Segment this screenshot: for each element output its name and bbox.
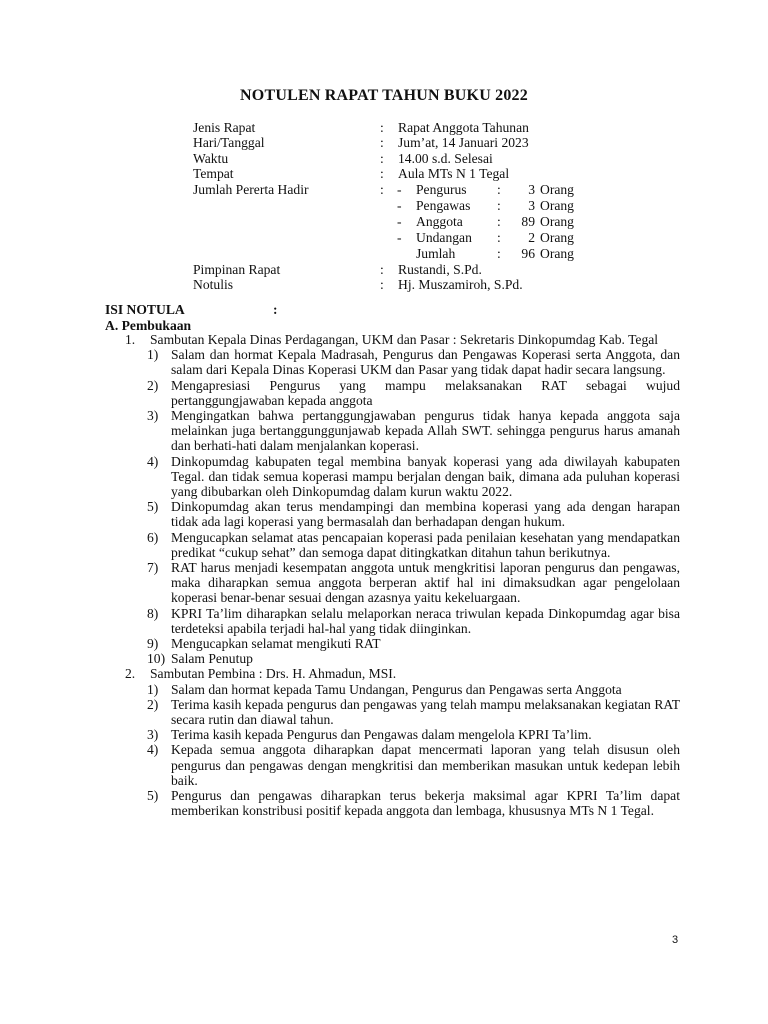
document-title: NOTULEN RAPAT TAHUN BUKU 2022 <box>240 87 528 104</box>
attendance-name: Jumlah <box>416 245 456 261</box>
list-item <box>105 788 680 818</box>
item-text: Salam Penutup <box>171 651 253 667</box>
info-label: Hari/Tanggal <box>193 135 265 151</box>
agenda-number: 1. <box>125 332 136 347</box>
item-number: 2) <box>147 696 159 712</box>
item-number: 4) <box>147 453 159 469</box>
list-item <box>105 454 680 500</box>
list-item <box>105 606 680 636</box>
info-label: Waktu <box>193 150 229 166</box>
list-item <box>105 560 680 606</box>
item-number: 4) <box>147 742 159 758</box>
info-colon: : <box>380 120 384 135</box>
item-text: Mengingatkan bahwa pertanggungjawaban pengurus tidak hanya kepada anggota saja melainkan juga bertanggunggunjawab kepada Allah SWT. sehingga pengurus harus amanah dan berhati-hati dalam menjalankan koperasi. <box>171 408 680 454</box>
item-number: 6) <box>147 529 159 545</box>
item-text: Salam dan hormat kepada Tamu Undangan, Pengurus dan Pengawas serta Anggota <box>171 681 622 697</box>
item-number: 8) <box>147 605 159 621</box>
agenda-text: Sambutan Pembina : Drs. H. Ahmadun, MSI. <box>150 666 397 682</box>
list-item <box>105 651 680 666</box>
item-number: 9) <box>147 636 159 652</box>
attendance-name: Anggota <box>416 213 463 229</box>
item-number: 5) <box>147 499 159 515</box>
item-number: 5) <box>147 788 159 804</box>
attendance-dash: - <box>397 181 402 197</box>
attendance-colon: : <box>497 213 501 229</box>
info-colon: : <box>380 181 384 197</box>
item-text: Mengucapkan selamat mengikuti RAT <box>171 636 381 652</box>
info-value: Rapat Anggota Tahunan <box>398 120 529 135</box>
info-value: Aula MTs N 1 Tegal <box>398 166 510 182</box>
list-item <box>105 742 680 788</box>
attendance-colon: : <box>497 245 501 261</box>
info-colon: : <box>380 276 384 292</box>
attendance-dash: - <box>397 197 402 213</box>
list-item <box>105 682 680 697</box>
page-number: 3 <box>672 934 679 946</box>
info-colon: : <box>380 135 384 151</box>
isi-notula-label: ISI NOTULA <box>105 302 185 317</box>
section-a-heading: A. Pembukaan <box>105 318 192 333</box>
attendance-unit: Orang <box>540 229 574 245</box>
item-number: 2) <box>147 377 159 393</box>
item-text: Pengurus dan pengawas diharapkan terus bekerja maksimal agar KPRI Ta’lim dapat memberikan konstribusi positif kepada anggota dan lembaga, khususnya MTs N 1 Tegal. <box>171 788 680 819</box>
attendance-colon: : <box>497 181 501 197</box>
item-number: 1) <box>147 681 159 697</box>
attendance-unit: Orang <box>540 181 574 197</box>
notes-body <box>105 332 680 819</box>
item-text: Terima kasih kepada Pengurus dan Pengawas dalam mengelola KPRI Ta’lim. <box>171 727 592 743</box>
info-colon: : <box>380 166 384 182</box>
item-text: Mengucapkan selamat atas pencapaian koperasi pada penilaian kesehatan yang mendapatkan predikat “cukup sehat” dan semoga dapat ditingkatkan ditahun tahun berikutnya. <box>171 529 680 560</box>
attendance-unit: Orang <box>540 245 574 261</box>
attendance-dash: - <box>397 213 402 229</box>
list-item <box>105 530 680 560</box>
info-value: 14.00 s.d. Selesai <box>398 150 493 166</box>
list-item <box>105 408 680 454</box>
item-text: Terima kasih kepada pengurus dan pengawas yang telah mampu melaksanakan kegiatan RAT secara rutin dan diawal tahun. <box>171 696 680 728</box>
attendance-count: 2 <box>528 229 535 245</box>
item-number: 3) <box>147 408 159 424</box>
list-item <box>105 499 680 529</box>
list-item <box>105 727 680 742</box>
agenda-text: Sambutan Kepala Dinas Perdagangan, UKM dan Pasar : Sekretaris Dinkopumdag Kab. Tegal <box>150 332 659 347</box>
info-label: Notulis <box>193 276 234 292</box>
info-value: Jum’at, 14 Januari 2023 <box>398 135 529 151</box>
item-text: Salam dan hormat Kepala Madrasah, Pengurus dan Pengawas Koperasi serta Anggota, dan salam dari Kepala Dinas Koperasi UKM dan Pasar yang tidak dapat hadir secara langsung. <box>171 347 680 378</box>
item-number: 3) <box>147 727 159 743</box>
item-number: 10) <box>147 651 166 667</box>
item-text: Kepada semua anggota diharapkan dapat mencermati laporan yang telah disusun oleh pengurus dan pengawas dengan mengkritisi dan memberikan masukan untuk kedepan lebih baik. <box>171 742 680 788</box>
info-label: Jenis Rapat <box>193 120 256 135</box>
attendance-name: Undangan <box>416 229 472 245</box>
agenda-number: 2. <box>125 666 136 682</box>
item-text: Mengapresiasi Pengurus yang mampu melaksanakan RAT sebagai wujud pertanggungjawaban kepada anggota <box>171 377 680 408</box>
item-text: KPRI Ta’lim diharapkan selalu melaporkan neraca triwulan kepada Dinkopumdag agar bisa terdeteksi apabila terjadi hal-hal yang tidak diinginkan. <box>171 605 680 636</box>
attendance-label: Jumlah Pererta Hadir <box>193 181 309 197</box>
attendance-count: 96 <box>521 245 535 261</box>
attendance-unit: Orang <box>540 213 574 229</box>
item-text: RAT harus menjadi kesempatan anggota untuk mengkritisi laporan pengurus dan pengawas, maka diharapkan semua anggota berperan aktif hal ini dimaksudkan agar pengelolaan koperasi benar-benar sesuai dengan azasnya yaitu kekeluargaan. <box>171 560 680 606</box>
attendance-name: Pengurus <box>416 181 467 197</box>
item-text: Dinkopumdag akan terus mendampingi dan membina koperasi yang ada dengan harapan tidak ada lagi koperasi yang bermasalah dan berhadapan dengan hukum. <box>171 499 680 530</box>
info-value: Hj. Muszamiroh, S.Pd. <box>398 276 523 292</box>
attendance-unit: Orang <box>540 197 574 213</box>
list-item <box>105 347 680 377</box>
info-colon: : <box>380 261 384 277</box>
attendance-count: 89 <box>521 213 535 229</box>
agenda-item <box>105 666 680 681</box>
info-value: Rustandi, S.Pd. <box>398 261 482 277</box>
attendance-count: 3 <box>528 197 535 213</box>
info-label: Tempat <box>193 166 234 182</box>
agenda-item <box>105 332 680 347</box>
isi-notula-heading <box>105 302 278 318</box>
list-item <box>105 636 680 651</box>
info-colon: : <box>380 150 384 166</box>
attendance-colon: : <box>497 229 501 245</box>
item-number: 7) <box>147 560 159 576</box>
list-item <box>105 378 680 408</box>
list-item <box>105 697 680 727</box>
attendance-dash: - <box>397 229 402 245</box>
item-text: Dinkopumdag kabupaten tegal membina banyak koperasi yang ada diwilayah kabupaten Tegal. dan tidak semua koperasi mampu berjalan dengan baik, dimana ada puluhan koperasi yang dibubarkan oleh Dinkopumdag dalam kurun waktu 2022. <box>171 453 680 500</box>
info-label: Pimpinan Rapat <box>193 261 281 277</box>
item-number: 1) <box>147 347 159 363</box>
attendance-colon: : <box>497 197 501 213</box>
attendance-name: Pengawas <box>416 197 471 213</box>
isi-notula-colon: : <box>273 302 278 317</box>
attendance-count: 3 <box>528 181 535 197</box>
